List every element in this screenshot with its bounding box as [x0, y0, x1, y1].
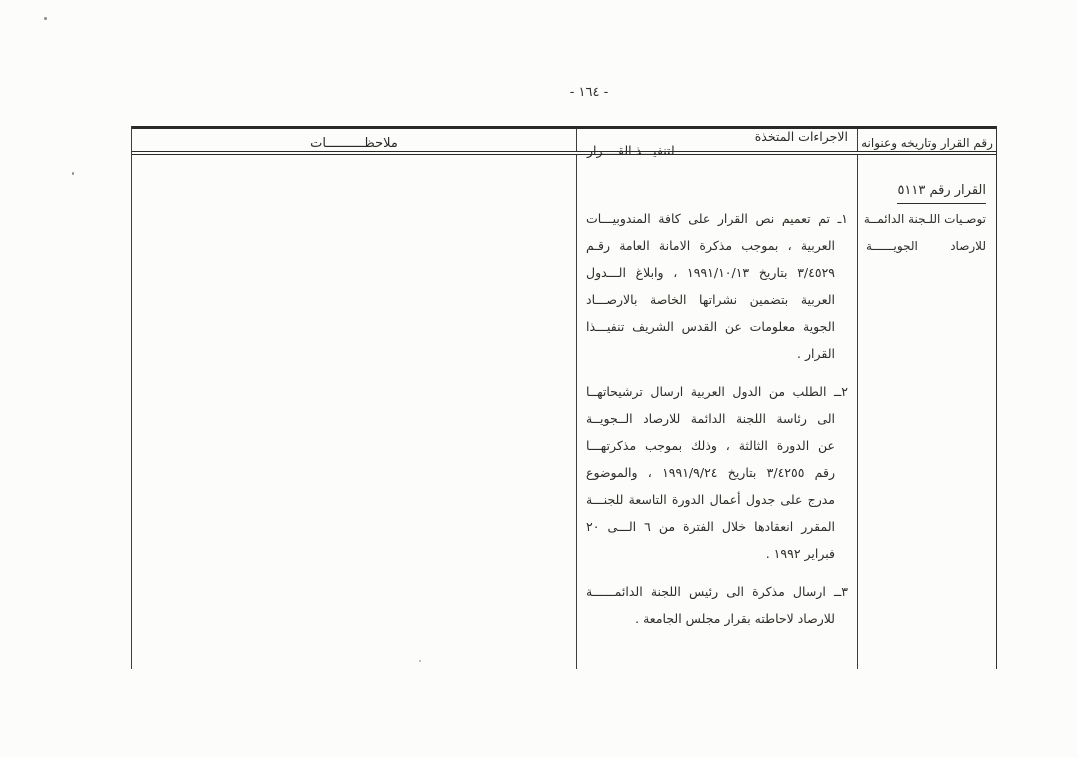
- decision-title-line: توصـيات اللـجنة الدائمــة: [863, 212, 986, 226]
- column-header-decision-number: [857, 129, 996, 151]
- text-line: عن الدورة الثالثة ، وذلك بموجب مذكرتهـــا: [586, 438, 835, 453]
- scan-speck: [44, 17, 47, 20]
- action-paragraph: [586, 578, 848, 632]
- column-header-label: لتنفيـــذ القــــرار: [587, 143, 675, 158]
- text-line: الجوية معلومات عن القدس الشريف تنفيـــذا: [586, 319, 835, 334]
- action-paragraph: [586, 205, 848, 367]
- page-number: - ١٦٤ -: [569, 85, 609, 100]
- scan-speck: [72, 172, 74, 175]
- text-line: ٣/٤٥٢٩ بتاريخ ١٩٩١/١٠/١٣ ، وابلاغ الـــدول: [586, 265, 835, 280]
- scan-speck: [419, 660, 421, 662]
- text-line: الى رئاسة اللجنة الدائمة للارصاد الــجويــة: [586, 411, 835, 426]
- decision-cell: [857, 155, 996, 669]
- actions-cell: [576, 155, 857, 669]
- text-line: فبراير ١٩٩٢ .: [765, 546, 835, 561]
- table-body-row: [132, 155, 996, 669]
- column-header-actions: [576, 129, 857, 158]
- text-line: للارصاد لاحاطته بقرار مجلس الجامعة .: [635, 611, 835, 626]
- column-header-label: الاجراءات المتخذة: [754, 129, 848, 144]
- text-line: مدرج على جدول أعمال الدورة التاسعة للجنـــة: [586, 492, 835, 507]
- action-paragraph: [586, 378, 848, 567]
- text-line: العربية بتضمين نشراتها الخاصة بالارصـــاد: [586, 292, 835, 307]
- text-line: ٣ــ ارسال مذكرة الى رئيس اللجنة الدائمــــــة: [586, 584, 848, 599]
- text-line: المقرر انعقادها خلال الفترة من ٦ الـــى ٢٠: [586, 519, 835, 534]
- text-line: رقم ٣/٤٢٥٥ بتاريخ ١٩٩١/٩/٢٤ ، والموضوع: [586, 465, 836, 480]
- column-header-label: ملاحظــــــــــات: [310, 136, 398, 151]
- notes-cell: [132, 155, 576, 669]
- text-line: العربية ، بموجب مذكرة الامانة العامة رقـم: [586, 238, 835, 253]
- text-line: ٢ــ الطلب من الدول العربية ارسال ترشيحاتهــا: [586, 384, 848, 399]
- decision-title-line: للارصاد الجويــــــة: [866, 239, 986, 253]
- decisions-table: [131, 126, 997, 669]
- column-header-label: رقم القرار وتاريخه وعنوانه: [861, 136, 993, 150]
- table-header-row: [132, 126, 996, 158]
- column-header-notes: [132, 129, 576, 151]
- text-line: القرار .: [797, 346, 835, 361]
- decision-number: القرار رقم ٥١١٣: [897, 183, 986, 204]
- text-line: ١ـ تم تعميم نص القرار على كافة المندوبيـــات: [586, 211, 848, 226]
- decision-title: [863, 206, 986, 260]
